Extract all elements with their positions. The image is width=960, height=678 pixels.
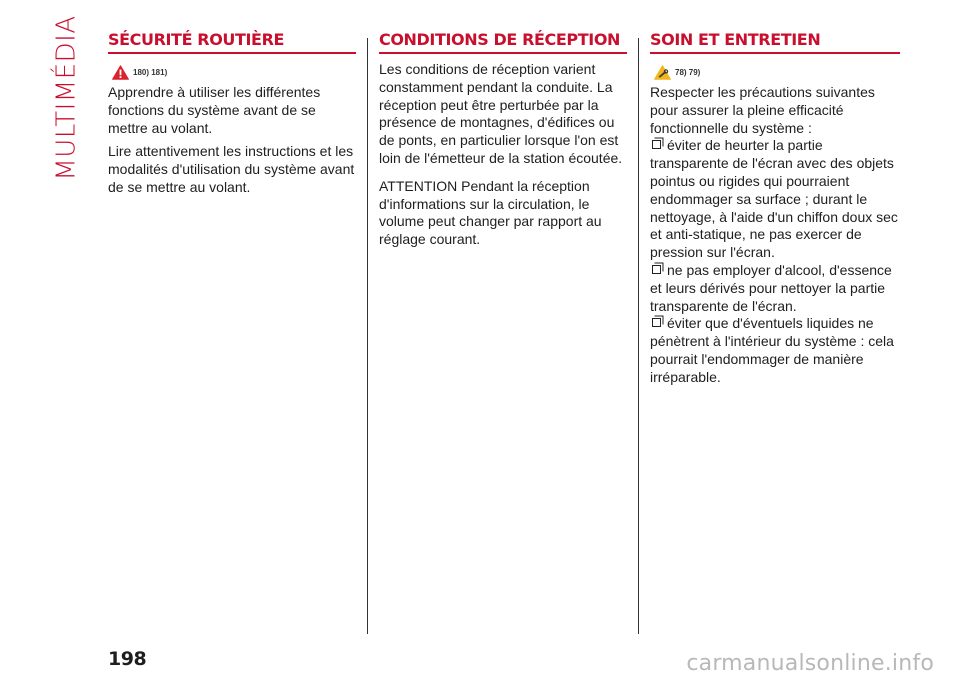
column-conditions-reception [379,0,627,255]
section-side-label [52,15,83,181]
list-item-text: éviter que d'éventuels liquides ne pénètrent à l'intérieur du système : cela pourrait l'endommager de manière irréparable. [650,315,894,385]
column-securite-routiere [108,0,356,203]
checkbox-bullet-icon [652,265,661,274]
list-item [650,262,900,315]
warning-triangle-amber-icon [654,65,671,80]
intro-paragraph: Respecter les précautions suivantes pour assurer la pleine efficacité fonctionnelle du système : [650,84,875,136]
heading-securite-routiere: SÉCURITÉ ROUTIÈRE [108,30,356,54]
paragraph: Apprendre à utiliser les différentes fonctions du système avant de se mettre au volant. [108,84,321,136]
warning-reference-row [654,64,900,80]
heading-soin-entretien: SOIN ET ENTRETIEN [650,30,900,54]
heading-conditions-reception: CONDITIONS DE RÉCEPTION [379,30,627,54]
paragraph: Les conditions de réception varient constamment pendant la conduite. La réception peut être perturbée par la présence de montagnes, d'édifices ou de ponts, en particulier lorsque l'on est loin de l'émetteur de la station écoutée. [379,61,623,166]
list-item [650,315,900,386]
watermark: carmanualsonline.info [686,651,934,676]
checkbox-bullet-icon [652,318,661,327]
paragraph: ATTENTION Pendant la réception d'informations sur la circulation, le volume peut changer par rapport au réglage courant. [379,177,602,248]
warning-refs: 78) 79) [675,67,701,77]
checkbox-bullet-icon [652,140,661,149]
side-label-text: MULTIMÉDIA [52,15,83,181]
page-number: 198 [108,648,147,670]
list-item-text: ne pas employer d'alcool, d'essence et leurs dérivés pour nettoyer la partie transparente de l'écran. [650,261,892,314]
list-item-text: éviter de heurter la partie transparente de l'écran avec des objets pointus ou rigides qui pourraient endommager sa surface ; durant le nettoyage, à l'aide d'un chiffon doux sec et anti-statique, ne pas exercer de pression sur l'écran. [650,137,898,261]
column-divider [638,38,639,634]
column-divider [367,38,368,634]
warning-refs: 180) 181) [133,67,168,77]
list-item [650,137,900,262]
warning-triangle-red-icon [112,65,129,80]
paragraph: Lire attentivement les instructions et les modalités d'utilisation du système avant de se mettre au volant. [108,143,355,195]
warning-reference-row [112,64,356,80]
column-soin-entretien [650,0,900,387]
precautions-list [650,137,900,386]
